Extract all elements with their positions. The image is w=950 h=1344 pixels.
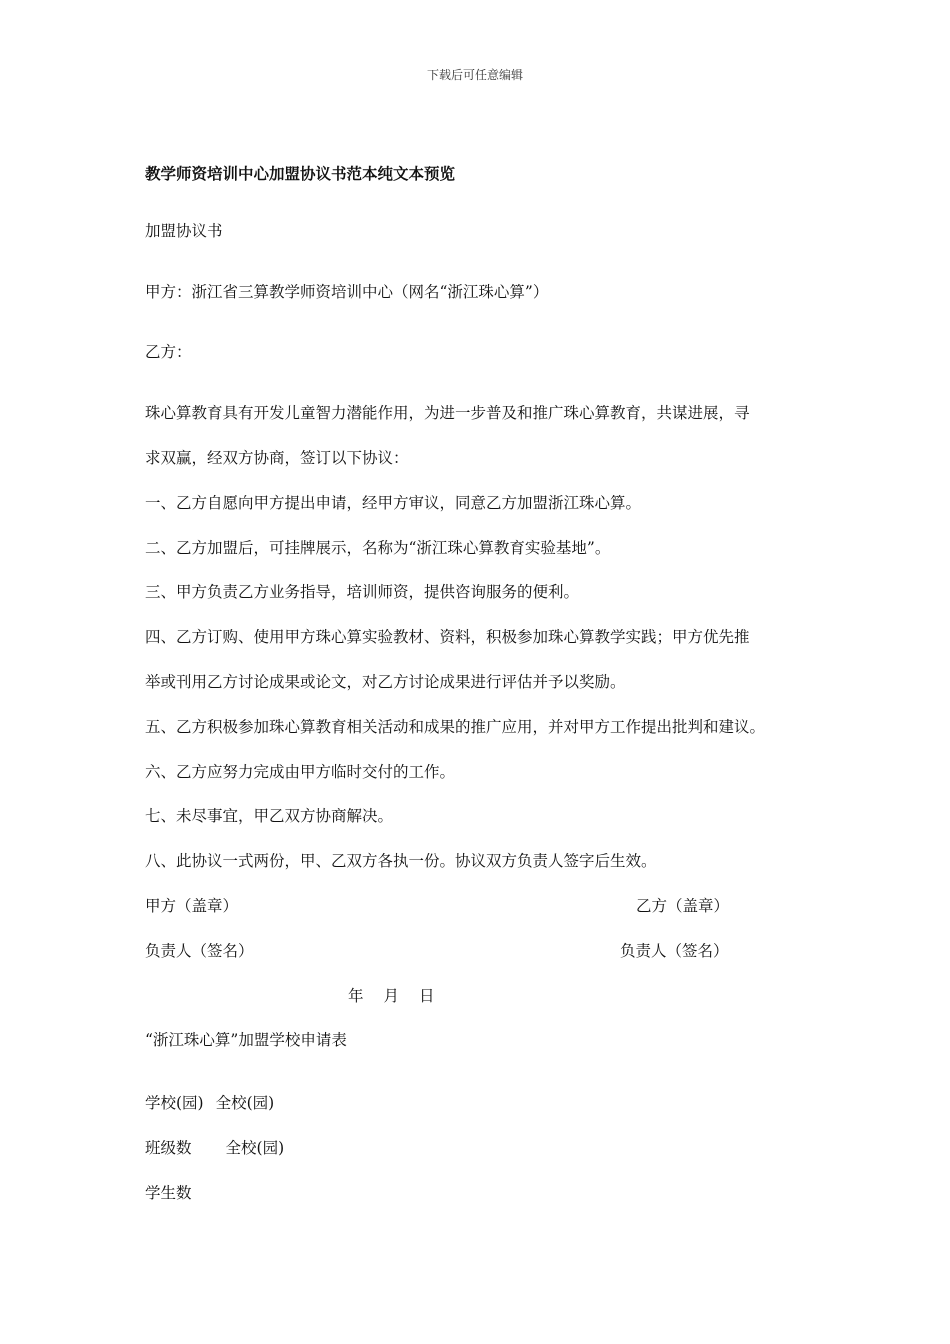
party-b-seal-label: 乙方（盖章） <box>636 897 730 915</box>
intro-paragraph-line-1: 珠心算教育具有开发儿童智力潜能作用，为进一步普及和推广珠心算教育，共谋进展，寻 <box>145 404 750 422</box>
class-whole-label: 全校(园) <box>225 1139 285 1157</box>
class-count-label: 班级数 <box>145 1139 192 1157</box>
intro-paragraph-line-2: 求双赢，经双方协商，签订以下协议： <box>145 449 409 467</box>
date-month-label: 月 <box>383 987 400 1005</box>
agreement-subtitle: 加盟协议书 <box>145 222 223 240</box>
form-row-class-count <box>145 1138 284 1158</box>
clause-2: 二、乙方加盟后，可挂牌展示，名称为“浙江珠心算教育实验基地”。 <box>145 539 611 557</box>
school-whole-label: 全校(园) <box>215 1094 275 1112</box>
date-year-label: 年 <box>348 987 364 1005</box>
school-label: 学校(园) <box>145 1094 204 1112</box>
form-row-school <box>145 1093 274 1113</box>
clause-8: 八、此协议一式两份，甲、乙双方各执一份。协议双方负责人签字后生效。 <box>145 852 657 870</box>
party-a-seal-label: 甲方（盖章） <box>145 897 239 915</box>
clause-7: 七、未尽事宜，甲乙双方协商解决。 <box>145 807 394 825</box>
clause-4-line-1: 四、乙方订购、使用甲方珠心算实验教材、资料，积极参加珠心算教学实践；甲方优先推 <box>145 628 750 646</box>
party-b-signature-label: 负责人（签名） <box>620 942 729 960</box>
application-form-title: “浙江珠心算”加盟学校申请表 <box>145 1031 347 1049</box>
page-header-note: 下载后可任意编辑 <box>426 68 523 82</box>
party-b-line: 乙方： <box>145 343 192 361</box>
party-a-line: 甲方：浙江省三算教学师资培训中心（网名“浙江珠心算”） <box>145 283 549 301</box>
clause-1: 一、乙方自愿向甲方提出申请，经甲方审议，同意乙方加盟浙江珠心算。 <box>145 494 642 512</box>
signing-date <box>348 986 435 1006</box>
clause-6: 六、乙方应努力完成由甲方临时交付的工作。 <box>145 763 456 781</box>
date-day-label: 日 <box>419 987 435 1005</box>
form-row-student-count: 学生数 <box>145 1184 192 1202</box>
clause-5: 五、乙方积极参加珠心算教育相关活动和成果的推广应用，并对甲方工作提出批判和建议。 <box>145 718 766 736</box>
document-title: 教学师资培训中心加盟协议书范本纯文本预览 <box>145 164 456 183</box>
party-a-signature-label: 负责人（签名） <box>145 942 254 960</box>
clause-4-line-2: 举或刊用乙方讨论成果或论文，对乙方讨论成果进行评估并予以奖励。 <box>145 673 626 691</box>
clause-3: 三、甲方负责乙方业务指导，培训师资，提供咨询服务的便利。 <box>145 583 580 601</box>
